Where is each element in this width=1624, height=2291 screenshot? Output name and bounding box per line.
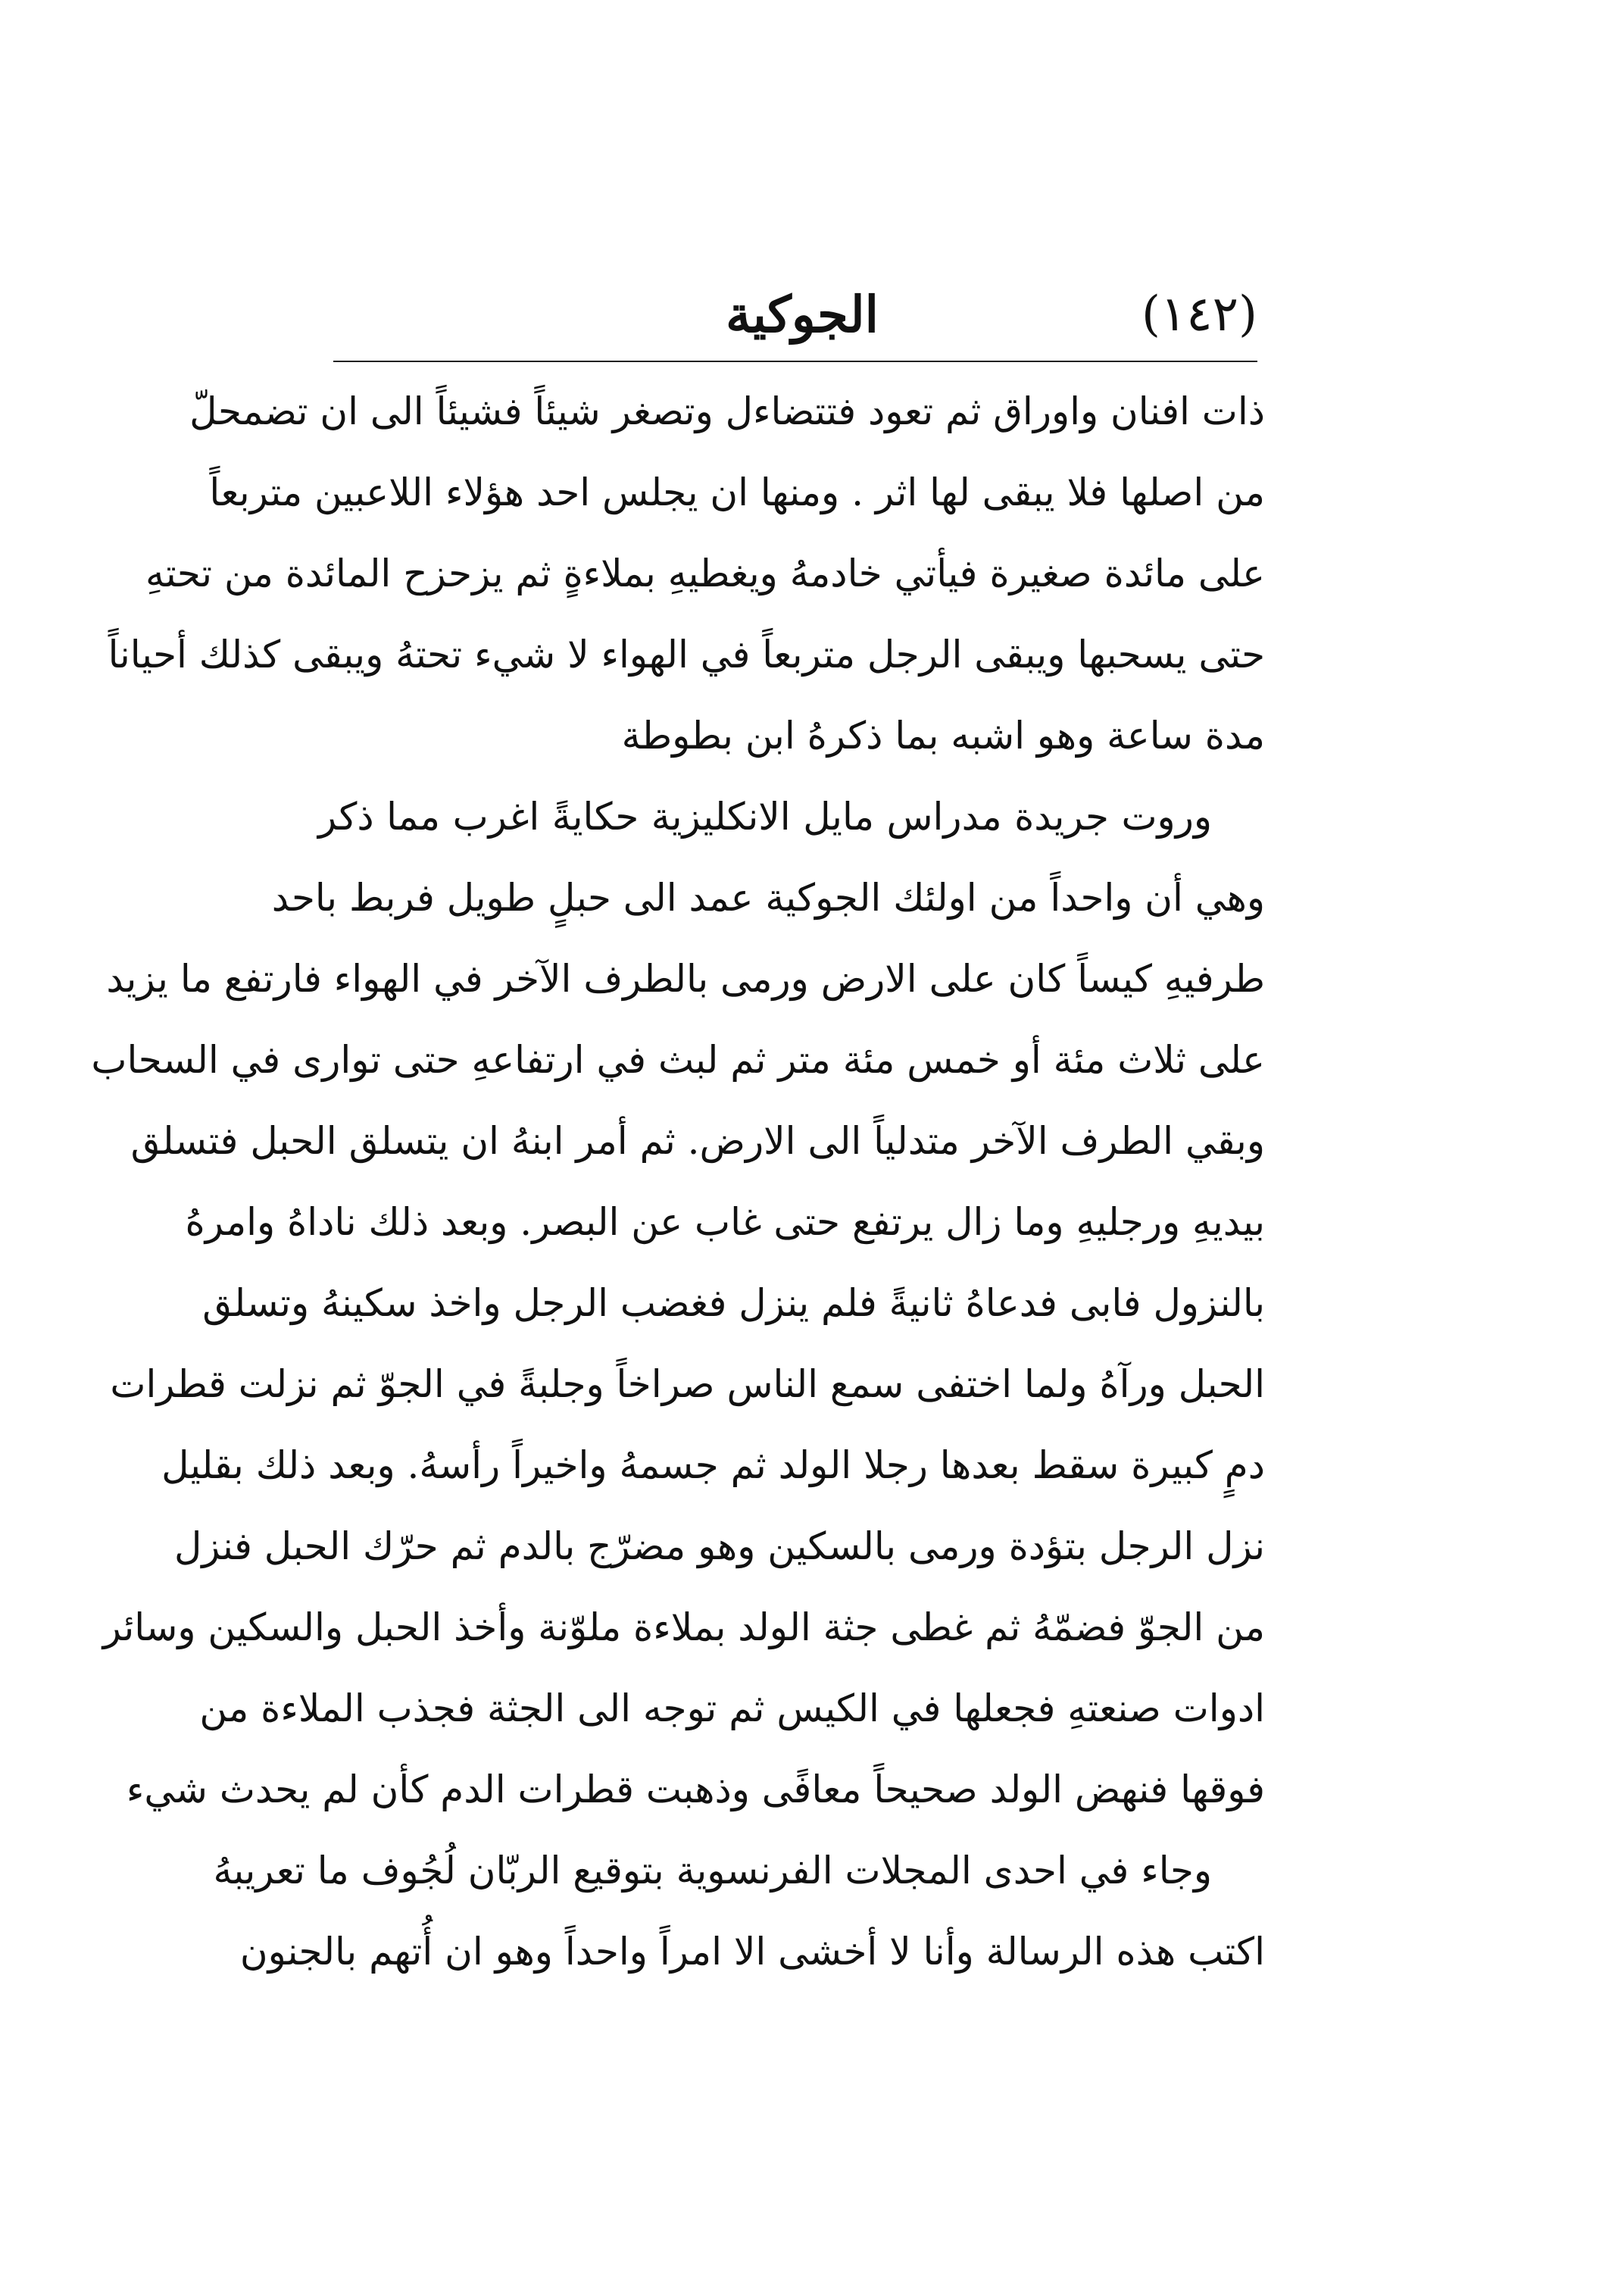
text-line: من اصلها فلا يبقى لها اثر . ومنها ان يجلس احد هؤلاء اللاعبين متربعاً bbox=[209, 470, 1265, 514]
text-line: على مائدة صغيرة فيأتي خادمهُ ويغطيهِ بملاءةٍ ثم يزحزح المائدة من تحتهِ bbox=[145, 552, 1265, 595]
page-header bbox=[333, 273, 1257, 356]
text-line: الحبل ورآهُ ولما اختفى سمع الناس صراخاً وجلبةً في الجوّ ثم نزلت قطرات bbox=[110, 1362, 1265, 1406]
body-text bbox=[91, 371, 1265, 1993]
text-line: فوقها فنهض الولد صحيحاً معافًى وذهبت قطرات الدم كأن لم يحدث شيء bbox=[126, 1767, 1265, 1811]
text-line: على ثلاث مئة أو خمس مئة متر ثم لبث في ارتفاعهِ حتى توارى في السحاب bbox=[91, 1038, 1265, 1082]
text-line: وجاء في احدى المجلات الفرنسوية بتوقيع الربّان لُجُوف ما تعريبهُ bbox=[213, 1849, 1212, 1892]
text-line: مدة ساعة وهو اشبه بما ذكرهُ ابن بطوطة bbox=[621, 714, 1265, 758]
running-title: الجوكية bbox=[726, 285, 879, 344]
text-line: نزل الرجل بتؤدة ورمى بالسكين وهو مضرّج بالدم ثم حرّك الحبل فنزل bbox=[173, 1524, 1265, 1568]
text-line: حتى يسحبها ويبقى الرجل متربعاً في الهواء لا شيء تحتهُ ويبقى كذلك أحياناً bbox=[108, 633, 1265, 677]
text-line: ادوات صنعتهِ فجعلها في الكيس ثم توجه الى الجثة فجذب الملاءة من bbox=[199, 1686, 1265, 1730]
text-line: ذات افنان واوراق ثم تعود فتتضاءل وتصغر شيئاً فشيئاً الى ان تضمحلّ bbox=[189, 389, 1265, 433]
header-divider bbox=[333, 361, 1257, 362]
text-line: دمٍ كبيرة سقط بعدها رجلا الولد ثم جسمهُ واخيراً رأسهُ. وبعد ذلك بقليل bbox=[161, 1443, 1265, 1487]
text-line: من الجوّ فضمّهُ ثم غطى جثة الولد بملاءة ملوّنة وأخذ الحبل والسكين وسائر bbox=[102, 1605, 1265, 1649]
text-line: وبقي الطرف الآخر متدلياً الى الارض. ثم أمر ابنهُ ان يتسلق الحبل فتسلق bbox=[130, 1119, 1265, 1163]
text-line: وروت جريدة مدراس مايل الانكليزية حكايةً اغرب مما ذكر bbox=[318, 795, 1212, 839]
text-line: بيديهِ ورجليهِ وما زال يرتفع حتى غاب عن البصر. وبعد ذلك ناداهُ وامرهُ bbox=[185, 1200, 1265, 1244]
text-line: وهي أن واحداً من اولئك الجوكية عمد الى حبلٍ طويل فربط باحد bbox=[271, 876, 1265, 920]
text-line: طرفيهِ كيساً كان على الارض ورمى بالطرف الآخر في الهواء فارتفع ما يزيد bbox=[106, 957, 1265, 1001]
text-line: بالنزول فابى فدعاهُ ثانيةً فلم ينزل فغضب الرجل واخذ سكينهُ وتسلق bbox=[202, 1281, 1265, 1325]
text-line: اكتب هذه الرسالة وأنا لا أخشى الا امراً واحداً وهو ان أُتهم بالجنون bbox=[239, 1930, 1265, 1974]
page-number: (١٤٢) bbox=[1141, 286, 1257, 342]
